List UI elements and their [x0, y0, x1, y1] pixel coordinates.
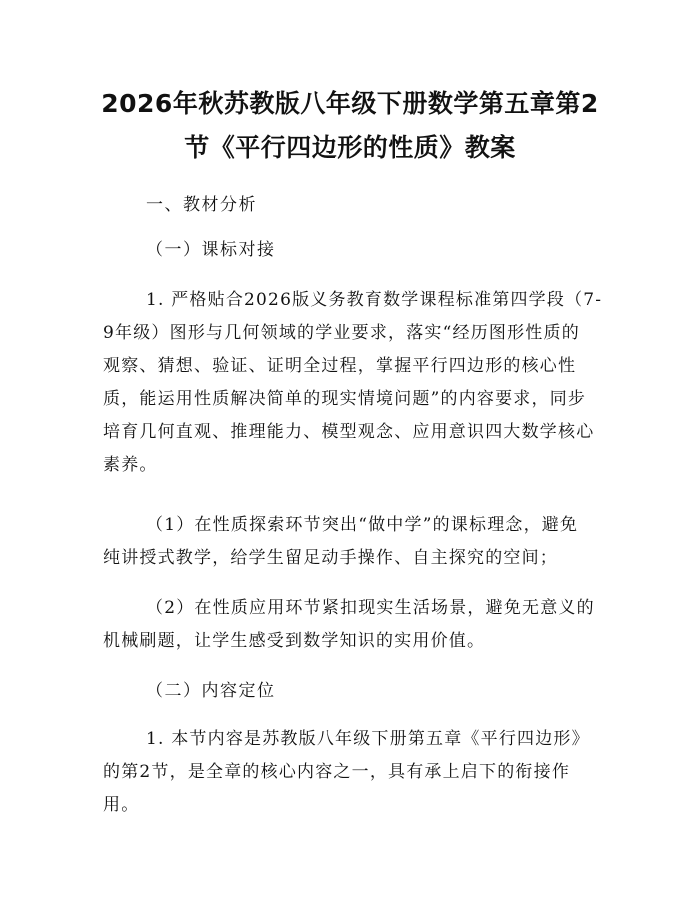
paragraph-line: 素养。	[103, 455, 158, 475]
document-title-line-2: 节《平行四边形的性质》教案	[184, 133, 516, 162]
paragraph-line: 1. 严格贴合2026版义务教育数学课程标准第四学段（7-	[146, 290, 603, 310]
subsection-heading-curriculum: （一）课标对接	[146, 240, 276, 260]
paragraph-line: （1）在性质探索环节突出“做中学”的课标理念，避免	[146, 515, 579, 535]
paragraph-line: 1. 本节内容是苏教版八年级下册第五章《平行四边形》	[146, 729, 590, 749]
document-title-line-1: 2026年秋苏教版八年级下册数学第五章第2	[101, 89, 599, 118]
paragraph-line: 培育几何直观、推理能力、模型观念、应用意识四大数学核心	[103, 422, 595, 442]
subsection-heading-content-positioning: （二）内容定位	[146, 681, 276, 701]
paragraph-line: 机械刷题，让学生感受到数学知识的实用价值。	[103, 631, 486, 651]
paragraph-line: 观察、猜想、验证、证明全过程，掌握平行四边形的核心性	[103, 356, 577, 376]
paragraph-line: 9年级）图形与几何领域的学业要求，落实“经历图形性质的	[103, 323, 580, 343]
paragraph-line: （2）在性质应用环节紧扣现实生活场景，避免无意义的	[146, 598, 595, 618]
section-heading-textbook-analysis: 一、教材分析	[146, 195, 257, 215]
paragraph-line: 纯讲授式教学，给学生留足动手操作、自主探究的空间；	[103, 548, 558, 568]
paragraph-line: 质，能运用性质解决简单的现实情境问题”的内容要求，同步	[103, 389, 587, 409]
paragraph-line: 的第2节，是全章的核心内容之一，具有承上启下的衔接作	[103, 762, 571, 782]
paragraph-line: 用。	[103, 795, 140, 815]
